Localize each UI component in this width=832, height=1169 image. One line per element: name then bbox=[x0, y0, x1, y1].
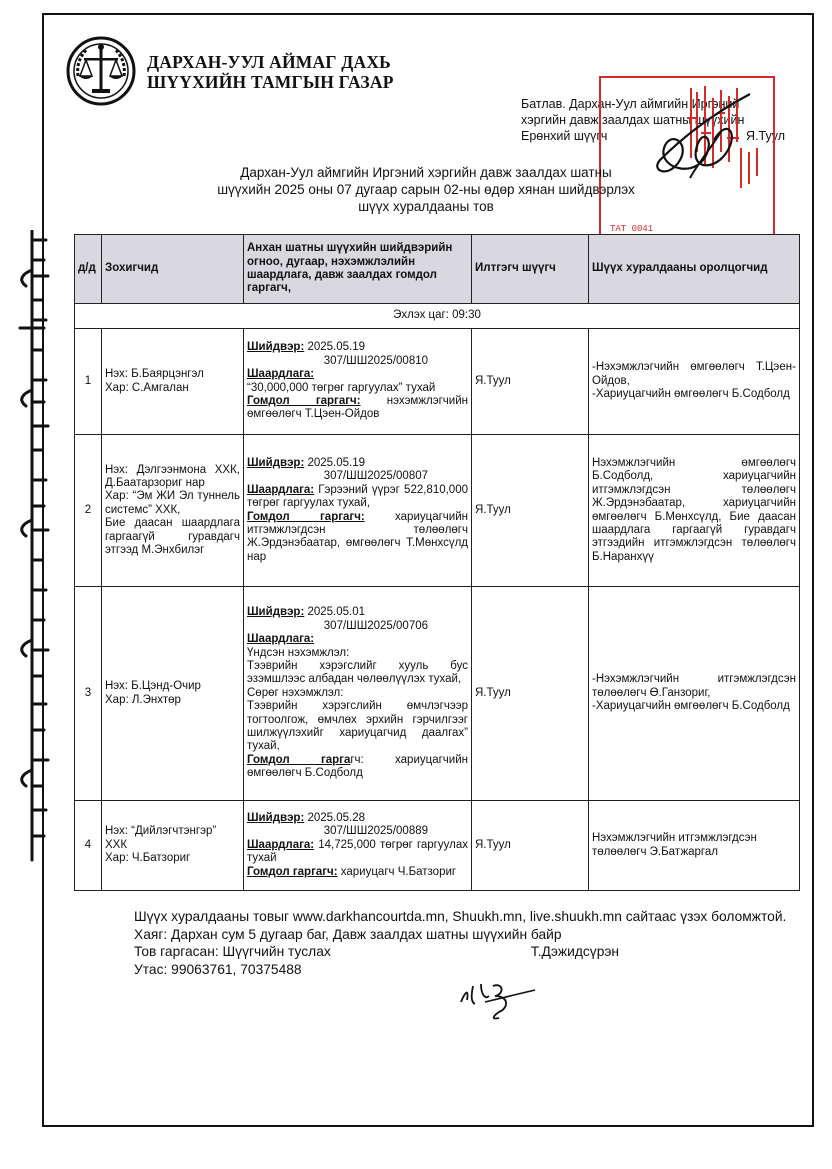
hearing-schedule-table bbox=[74, 234, 800, 891]
row-participants bbox=[589, 329, 800, 435]
prepared-by-row bbox=[134, 943, 794, 961]
title-line-2: шүүхийн 2025 оны 07 дугаар сарын 02-ны өдөр хянан шийдвэрлэх bbox=[217, 182, 635, 197]
decision-date: 2025.05.19 bbox=[304, 456, 366, 469]
participant: -Нэхэмжлэгчийн өмгөөлөгч Т.Цэен-Ойдов, bbox=[592, 361, 796, 387]
claim-label: Шаардлага: bbox=[247, 633, 315, 646]
title-line-1: Дархан-Уул аймгийн Иргэний хэргийн давж заалдах шатны bbox=[240, 165, 612, 180]
defendant: Хар: Л.Энхтөр bbox=[105, 693, 181, 706]
approval-line-2: хэргийн давж заалдах шатны шүүхийн bbox=[521, 113, 745, 127]
org-line-2: ШҮҮХИЙН ТАМГЫН ГАЗАР bbox=[147, 72, 394, 92]
row-number: 4 bbox=[75, 801, 102, 891]
schedule-website-note: Шүүх хуралдааны товыг www.darkhancourtda.mn, Shuukh.mn, live.shuukh.mn сайтаас үзэх боломжтой. bbox=[134, 909, 787, 924]
approval-role: Ерөнхий шүүгч bbox=[521, 129, 608, 143]
participant: -Хариуцагчийн өмгөөлөгч Б.Содболд bbox=[592, 700, 790, 713]
row-participants bbox=[589, 587, 800, 801]
col-header-first-instance: Анхан шатны шүүхийн шийдвэрийн огноо, дугаар, нэхэмжлэлийн шаардлага, давж заалдах гомдол гаргагч, bbox=[244, 235, 472, 304]
plaintiff: Нэх: Б.Баярцэнгэл bbox=[105, 368, 204, 381]
row-case-details bbox=[244, 801, 472, 891]
plaintiff: Нэх: Дэлгээнмона ХХК, Д.Баатарзориг нар bbox=[105, 463, 240, 489]
row-judge: Я.Туул bbox=[472, 329, 589, 435]
defendant: Хар: Ч.Батзориг bbox=[105, 852, 191, 865]
claim-label: Шаардлага: bbox=[247, 838, 315, 851]
session-start-time: Эхлэх цаг: 09:30 bbox=[75, 304, 800, 329]
claim-label: Шаардлага: bbox=[247, 483, 315, 496]
prepared-by-name: Т.Дэжидсүрэн bbox=[530, 944, 620, 959]
participant: -Хариуцагчийн өмгөөлөгч Б.Содболд bbox=[592, 388, 790, 401]
col-header-judge: Илтгэгч шүүгч bbox=[472, 235, 589, 304]
appeal-text: хариуцагч Ч.Батзориг bbox=[337, 865, 457, 878]
counter-claim-label: Сөрөг нэхэмжлэл: bbox=[247, 686, 344, 699]
row-parties bbox=[102, 329, 244, 435]
row-number: 3 bbox=[75, 587, 102, 801]
appeal-text: нэхэмжлэгчийн өмгөөлөгч Т.Цэен-Ойдов bbox=[247, 394, 468, 421]
defendant: Хар: “Эм ЖИ Эл туннель системс” ХХК, bbox=[105, 490, 240, 516]
table-row bbox=[75, 329, 800, 435]
row-case-details bbox=[244, 329, 472, 435]
col-header-participants: Шүүх хуралдааны оролцогчид bbox=[589, 235, 800, 304]
table-row bbox=[75, 587, 800, 801]
session-start-row bbox=[75, 304, 800, 329]
title-line-3: шүүх хуралдааны тов bbox=[358, 199, 494, 214]
table-header-row bbox=[75, 235, 800, 304]
decision-label: Шийдвэр: bbox=[247, 341, 305, 354]
table-row bbox=[75, 801, 800, 891]
assistant-signature-icon bbox=[455, 972, 545, 1022]
claim-text: 14,725,000 төгрөг гаргуулах тухай bbox=[247, 838, 468, 865]
decision-date: 2025.05.19 bbox=[304, 341, 366, 354]
row-number: 1 bbox=[75, 329, 102, 435]
counter-claim-text: Тээврийн хэрэгслийн өмчлэгчээр тогтоолгож, өмчлөх эрхийн гэрчилгээг шилжүүлэхийг хариуцагчид даалгах” тухай, bbox=[247, 700, 468, 753]
decision-date: 2025.05.01 bbox=[304, 606, 366, 619]
row-judge: Я.Туул bbox=[472, 801, 589, 891]
claim-text: “30,000,000 төгрөг гаргуулах” тухай bbox=[247, 381, 436, 394]
col-header-parties: Зохигчид bbox=[102, 235, 244, 304]
decision-label: Шийдвэр: bbox=[247, 606, 305, 619]
plaintiff: Нэх: “Дийлэгчтэнгэр” ХХК bbox=[105, 825, 217, 851]
stamp-code: ТАТ 0041 bbox=[610, 224, 654, 234]
prepared-by-label: Тов гаргасан: Шүүгчийн туслах bbox=[134, 944, 331, 959]
decision-number: 307/ШШ2025/00889 bbox=[323, 825, 428, 838]
mongolian-script-icon bbox=[4, 230, 56, 870]
appeal-label: Гомдол гаргагч: bbox=[247, 510, 365, 523]
court-address: Хаяг: Дархан сум 5 дугаар баг, Давж заалдах шатны шүүхийн байр bbox=[134, 926, 562, 942]
appeal-label: Гомдол гаргагч: bbox=[247, 865, 338, 878]
row-case-details bbox=[244, 435, 472, 587]
decision-label: Шийдвэр: bbox=[247, 811, 305, 824]
defendant: Хар: С.Амгалан bbox=[105, 381, 189, 394]
approval-line-1: Батлав. Дархан-Уул аймгийн Иргэний bbox=[521, 97, 740, 111]
claim-label: Шаардлага: bbox=[247, 368, 315, 381]
row-participants: Нэхэмжлэгчийн итгэмжлэгдсэн төлөөлөгч Э.Батжаргал bbox=[589, 801, 800, 891]
court-emblem-icon bbox=[66, 36, 136, 106]
appeal-text: хариуцагчийн өмгөөлөгч Б.Содболд bbox=[247, 753, 468, 780]
row-number: 2 bbox=[75, 435, 102, 587]
decision-number: 307/ШШ2025/00807 bbox=[323, 470, 428, 483]
org-line-1: ДАРХАН-УУЛ АЙМАГ ДАХЬ bbox=[147, 52, 391, 72]
col-header-no: д/д bbox=[75, 235, 102, 304]
decision-date: 2025.05.28 bbox=[304, 811, 366, 824]
appeal-label-prefix: Гомдол гарга bbox=[247, 753, 351, 766]
appeal-label: Гомдол гаргагч: bbox=[247, 394, 361, 407]
document-title bbox=[196, 164, 656, 215]
main-claim-text: Тээврийн хэрэгслийг хууль бус эзэмшлээс албадан чөлөөлүүлэх тухай, bbox=[247, 659, 468, 686]
contact-phone: Утас: 99063761, 70375488 bbox=[134, 961, 302, 977]
footer-info bbox=[134, 908, 794, 978]
claim-text: Гэрээний үүрэг 522,810,000 төгрөг гаргуулах тухай, bbox=[247, 483, 468, 510]
approval-name: Я.Туул bbox=[746, 129, 785, 143]
main-claim-label: Үндсэн нэхэмжлэл: bbox=[247, 646, 350, 659]
row-parties bbox=[102, 587, 244, 801]
appeal-label-suffix: гч: bbox=[350, 753, 364, 766]
row-case-details bbox=[244, 587, 472, 801]
row-participants: Нэхэмжлэгчийн өмгөөлөгч Б.Содболд, хариуцагчийн итгэмжлэгдсэн төлөөлөгч Ж.Эрдэнэбаатар, хариуцагчийн өмгөөлөгч Б.Мөнхсүлд, Бие даасан шаардлага гаргаагүй гуравдагч этгээдийн итгэмжлэгдсэн төлөөлөгч Б.Наранхүү bbox=[589, 435, 800, 587]
participant: -Нэхэмжлэгчийн итгэмжлэгдсэн төлөөлөгч Ө.Ганзориг, bbox=[592, 673, 796, 699]
table-row bbox=[75, 435, 800, 587]
decision-number: 307/ШШ2025/00706 bbox=[323, 619, 428, 632]
decision-number: 307/ШШ2025/00810 bbox=[323, 354, 428, 367]
row-judge: Я.Туул bbox=[472, 435, 589, 587]
row-judge: Я.Туул bbox=[472, 587, 589, 801]
appeal-text: хариуцагчийн итгэмжлэгдсэн төлөөлөгч Ж.Эрдэнэбаатар, өмгөөлөгч Т.Мөнхсүлд нар bbox=[247, 510, 468, 563]
row-parties bbox=[102, 801, 244, 891]
organization-name bbox=[147, 52, 394, 92]
row-parties bbox=[102, 435, 244, 587]
decision-label: Шийдвэр: bbox=[247, 456, 305, 469]
plaintiff: Нэх: Б.Цэнд-Очир bbox=[105, 680, 201, 693]
third-party: Бие даасан шаардлага гаргаагүй гуравдагч этгээд М.Энхбилэг bbox=[105, 517, 240, 557]
